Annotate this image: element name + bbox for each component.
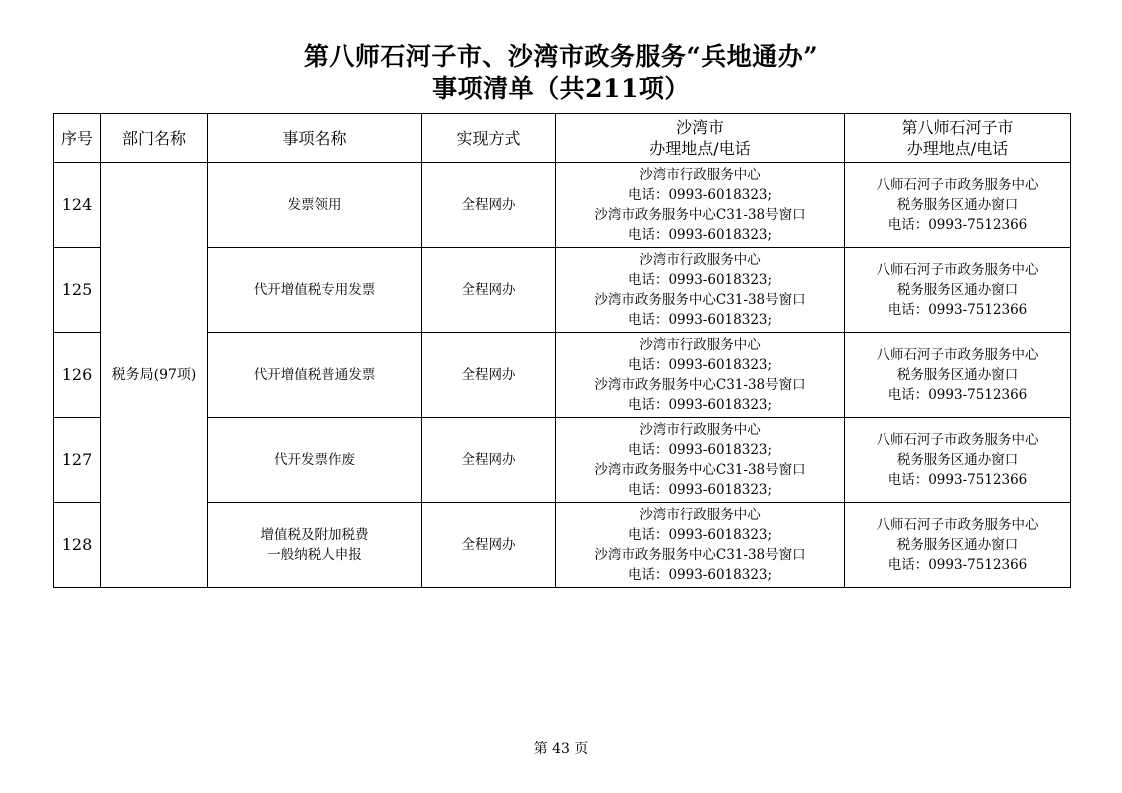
row-seq: 128 xyxy=(54,503,101,588)
department-name: 税务局(97项) xyxy=(101,163,208,588)
row-method: 全程网办 xyxy=(422,248,556,333)
row-item-line-2: 一般纳税人申报 xyxy=(267,547,362,563)
row-item-name xyxy=(208,248,422,333)
row-item-name xyxy=(208,503,422,588)
shawan-line-4: 电话：0993-6018323; xyxy=(627,397,773,413)
row-method: 全程网办 xyxy=(422,418,556,503)
row-shz-location xyxy=(845,503,1071,588)
header-dept: 部门名称 xyxy=(101,114,208,163)
header-shz-line-2: 办理地点/电话 xyxy=(906,139,1009,158)
shawan-line-4: 电话：0993-6018323; xyxy=(627,567,773,583)
row-item-line-1: 增值税及附加税费 xyxy=(260,527,369,543)
shz-line-3: 电话：0993-7512366 xyxy=(887,557,1028,573)
shz-line-3: 电话：0993-7512366 xyxy=(887,387,1028,403)
row-shawan-location xyxy=(556,503,845,588)
header-shawan xyxy=(556,114,845,163)
row-item-line-1: 代开增值税普通发票 xyxy=(253,367,376,383)
row-item-line-1: 发票领用 xyxy=(287,197,342,213)
row-shawan-location xyxy=(556,333,845,418)
row-item-name xyxy=(208,333,422,418)
shawan-line-4: 电话：0993-6018323; xyxy=(627,227,773,243)
table-row xyxy=(54,163,1071,248)
row-shawan-location xyxy=(556,248,845,333)
row-method: 全程网办 xyxy=(422,333,556,418)
shawan-line-4: 电话：0993-6018323; xyxy=(627,482,773,498)
row-item-line-1: 代开增值税专用发票 xyxy=(253,282,376,298)
shawan-line-2: 电话：0993-6018323; xyxy=(627,527,773,543)
shz-line-3: 电话：0993-7512366 xyxy=(887,472,1028,488)
shawan-line-3: 沙湾市政务服务中心C31-38号窗口 xyxy=(594,207,806,223)
row-seq: 124 xyxy=(54,163,101,248)
shz-line-2: 税务服务区通办窗口 xyxy=(896,452,1019,468)
row-seq: 125 xyxy=(54,248,101,333)
document-title-line-2: 事项清单（共211项） xyxy=(432,74,690,103)
shz-line-2: 税务服务区通办窗口 xyxy=(896,537,1019,553)
row-shz-location xyxy=(845,163,1071,248)
shz-line-1: 八师石河子市政务服务中心 xyxy=(876,177,1039,193)
row-shz-location xyxy=(845,248,1071,333)
shawan-line-3: 沙湾市政务服务中心C31-38号窗口 xyxy=(594,377,806,393)
shawan-line-2: 电话：0993-6018323; xyxy=(627,442,773,458)
document-title-line-1: 第八师石河子市、沙湾市政务服务“兵地通办” xyxy=(303,42,819,71)
page-number: 第 43 页 xyxy=(533,741,589,757)
shz-line-2: 税务服务区通办窗口 xyxy=(896,367,1019,383)
row-item-name xyxy=(208,163,422,248)
header-method: 实现方式 xyxy=(422,114,556,163)
row-shawan-location xyxy=(556,418,845,503)
shawan-line-2: 电话：0993-6018323; xyxy=(627,272,773,288)
shawan-line-2: 电话：0993-6018323; xyxy=(627,357,773,373)
shz-line-1: 八师石河子市政务服务中心 xyxy=(876,347,1039,363)
shz-line-1: 八师石河子市政务服务中心 xyxy=(876,432,1039,448)
shawan-line-4: 电话：0993-6018323; xyxy=(627,312,773,328)
row-item-name xyxy=(208,418,422,503)
shawan-line-1: 沙湾市行政服务中心 xyxy=(639,507,761,523)
row-method: 全程网办 xyxy=(422,503,556,588)
shz-line-2: 税务服务区通办窗口 xyxy=(896,282,1019,298)
shawan-line-1: 沙湾市行政服务中心 xyxy=(639,337,761,353)
header-item: 事项名称 xyxy=(208,114,422,163)
header-shawan-line-2: 办理地点/电话 xyxy=(649,139,751,158)
shz-line-1: 八师石河子市政务服务中心 xyxy=(876,262,1039,278)
shawan-line-3: 沙湾市政务服务中心C31-38号窗口 xyxy=(594,292,806,308)
shawan-line-1: 沙湾市行政服务中心 xyxy=(639,422,761,438)
shawan-line-3: 沙湾市政务服务中心C31-38号窗口 xyxy=(594,547,806,563)
shz-line-2: 税务服务区通办窗口 xyxy=(896,197,1019,213)
row-method: 全程网办 xyxy=(422,163,556,248)
header-shawan-line-1: 沙湾市 xyxy=(675,118,724,137)
row-shz-location xyxy=(845,333,1071,418)
shz-line-3: 电话：0993-7512366 xyxy=(887,217,1028,233)
row-shawan-location xyxy=(556,163,845,248)
shz-line-3: 电话：0993-7512366 xyxy=(887,302,1028,318)
row-seq: 126 xyxy=(54,333,101,418)
shawan-line-3: 沙湾市政务服务中心C31-38号窗口 xyxy=(594,462,806,478)
header-shz xyxy=(845,114,1071,163)
row-item-line-1: 代开发票作废 xyxy=(274,452,355,468)
table-header-row xyxy=(54,114,1071,163)
row-shz-location xyxy=(845,418,1071,503)
shawan-line-1: 沙湾市行政服务中心 xyxy=(639,167,761,183)
shawan-line-1: 沙湾市行政服务中心 xyxy=(639,252,761,268)
header-shz-line-1: 第八师石河子市 xyxy=(901,118,1014,137)
row-seq: 127 xyxy=(54,418,101,503)
header-seq: 序号 xyxy=(54,114,101,163)
shawan-line-2: 电话：0993-6018323; xyxy=(627,187,773,203)
shz-line-1: 八师石河子市政务服务中心 xyxy=(876,517,1039,533)
service-items-table xyxy=(53,113,1071,588)
